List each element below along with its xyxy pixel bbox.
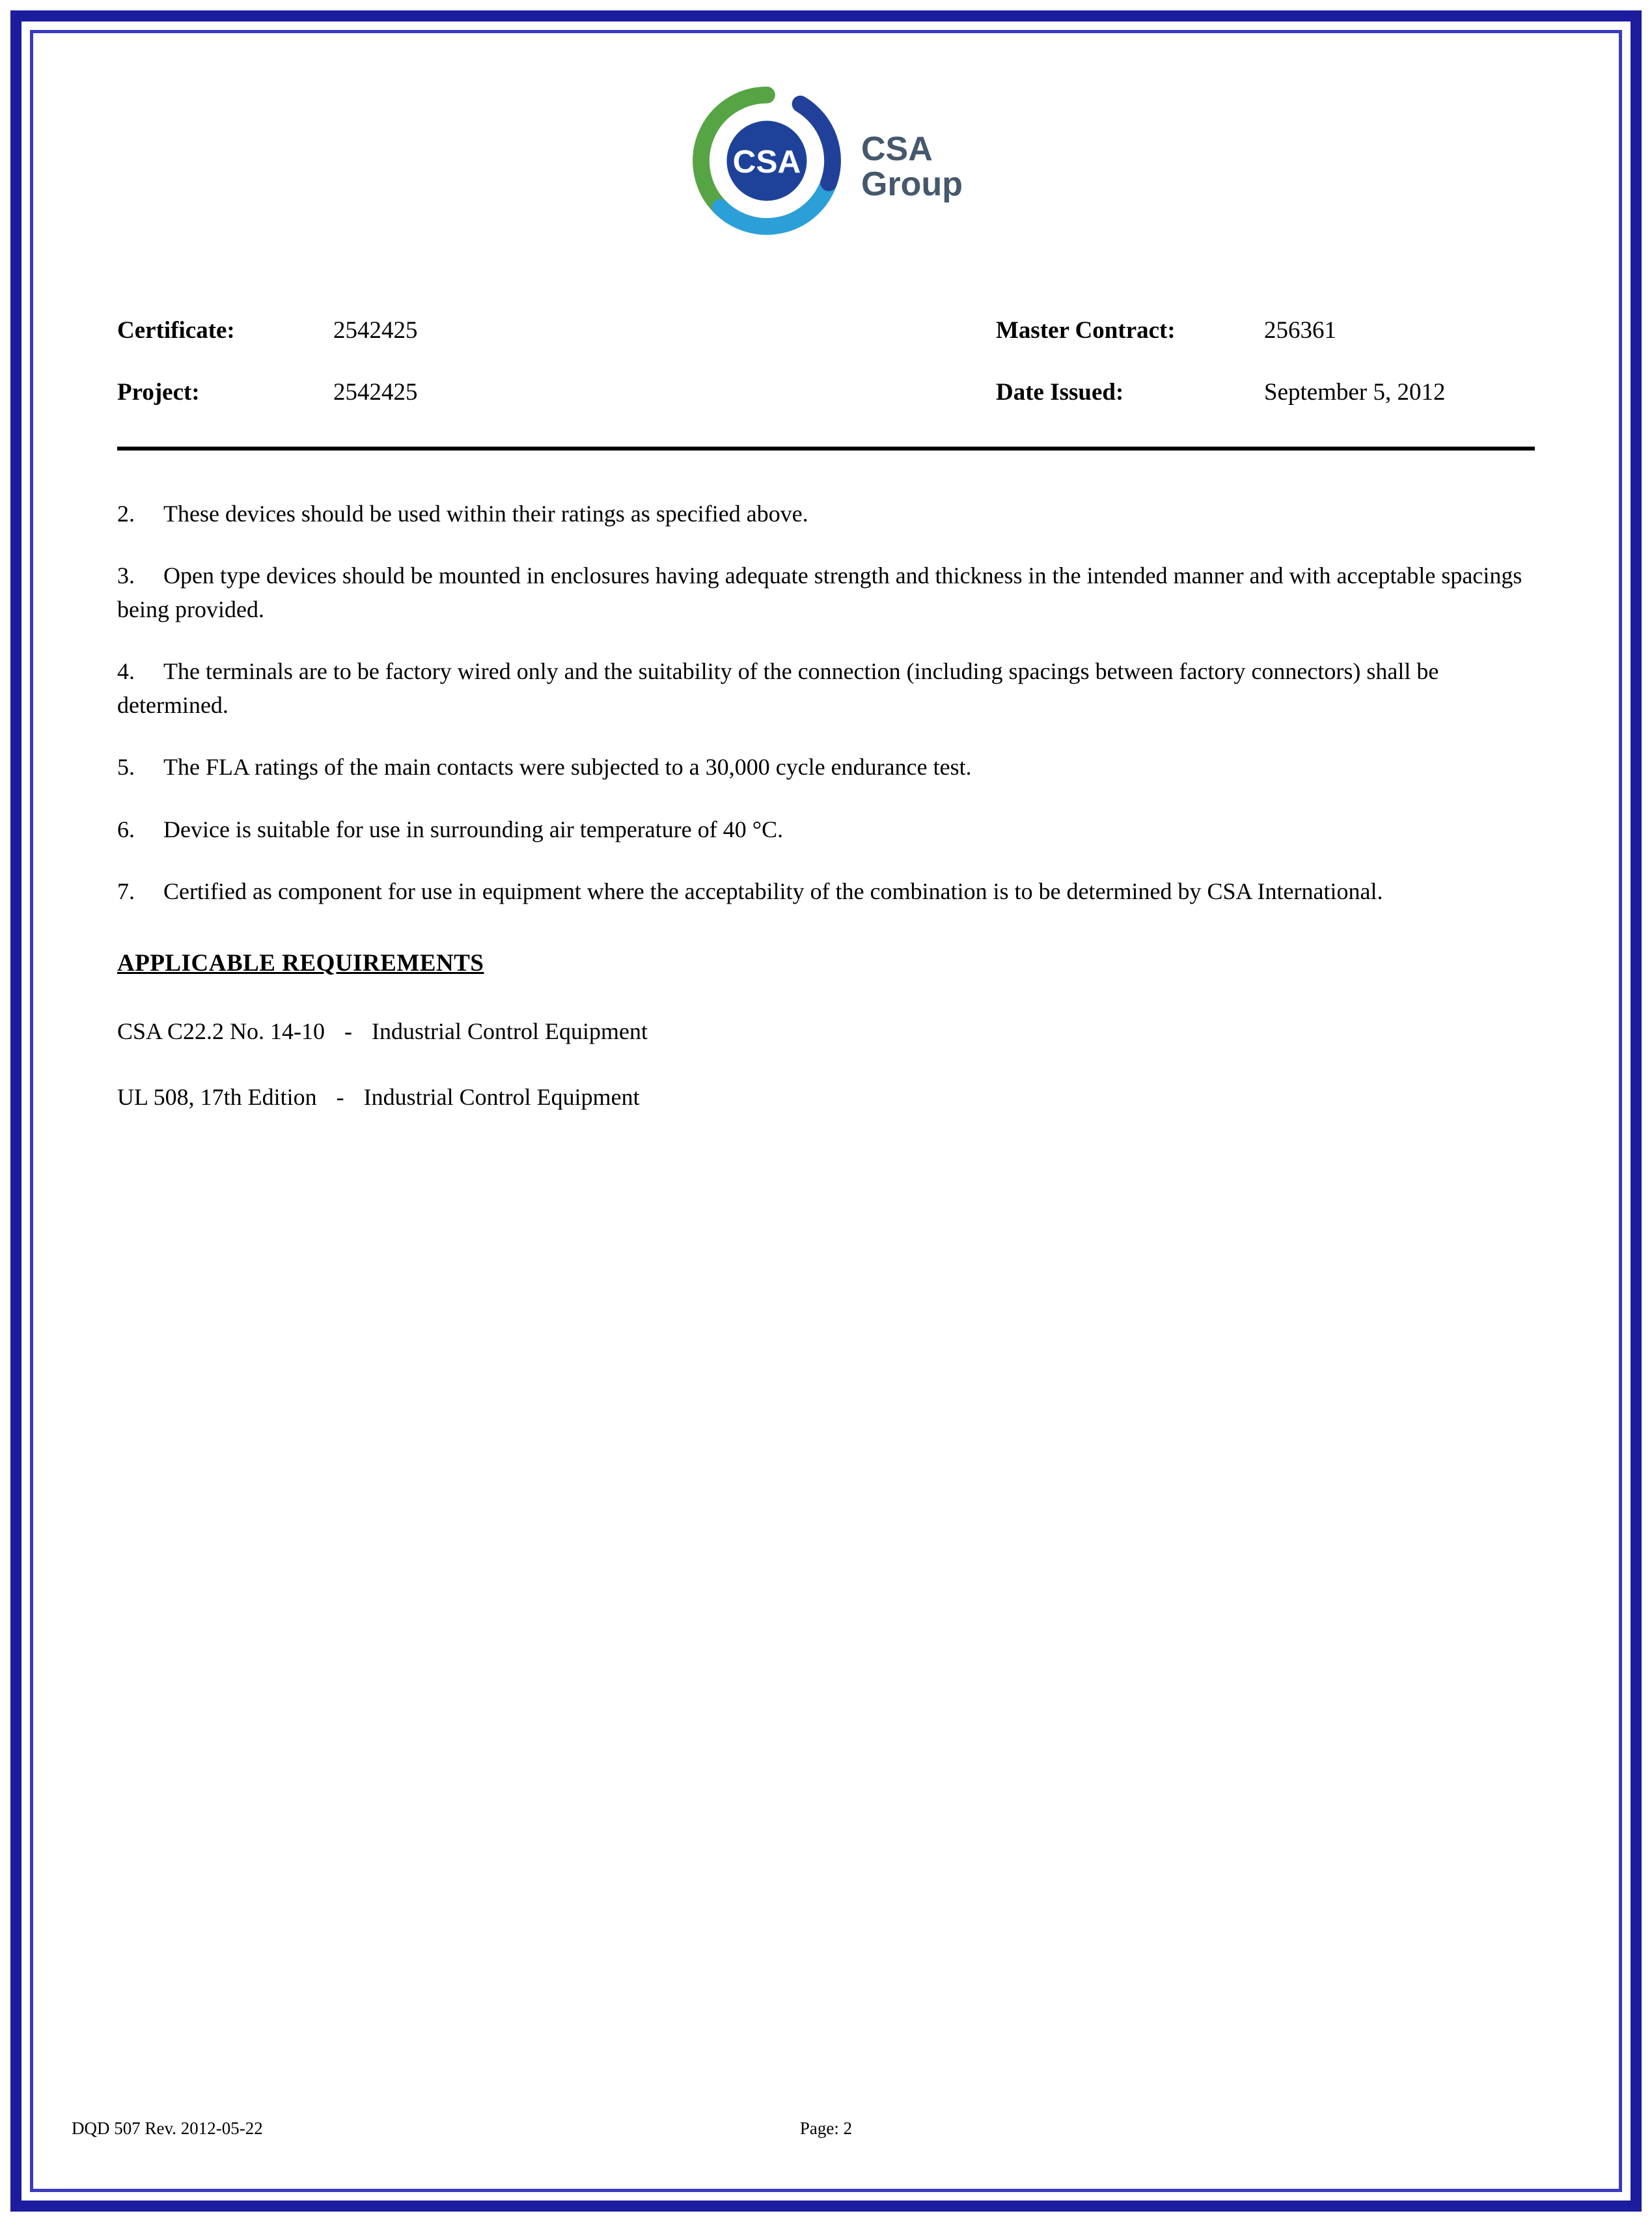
requirement-dash: -: [344, 1018, 353, 1044]
csa-logo-mark-icon: [689, 83, 844, 238]
list-item-number: 7.: [117, 878, 135, 905]
list-item-text: Device is suitable for use in surrounding air temperature of 40 °C.: [163, 816, 784, 842]
list-item-text: The FLA ratings of the main contacts were subjected to a 30,000 cycle endurance test.: [163, 754, 972, 781]
header-divider: [117, 447, 1535, 451]
list-item: [117, 751, 1535, 784]
project-label: Project:: [117, 379, 200, 406]
list-item-number: 4.: [117, 658, 135, 685]
master-contract-value: 256361: [1264, 317, 1336, 344]
list-item-text: These devices should be used within their ratings as specified above.: [163, 501, 808, 527]
list-item-number: 3.: [117, 562, 135, 589]
requirement-title: Industrial Control Equipment: [372, 1018, 648, 1044]
list-item: [117, 559, 1535, 626]
requirement-dash: -: [336, 1084, 344, 1111]
csa-logo-wordmark: [861, 120, 963, 202]
logo-line-group: Group: [861, 165, 963, 203]
requirement-standard: CSA C22.2 No. 14-10: [117, 1018, 325, 1044]
list-item: [117, 813, 1535, 846]
list-item-text: Open type devices should be mounted in enclosures having adequate strength and thickness in the intended manner and with acceptable spacings being provided.: [117, 562, 1522, 622]
page-content: [117, 0, 1535, 1147]
list-item-number: 2.: [117, 501, 135, 527]
logo-line-csa: CSA: [861, 130, 933, 168]
requirement-line: [117, 1015, 1535, 1048]
page-footer: [0, 2115, 1652, 2139]
certificate-label: Certificate:: [117, 317, 235, 344]
date-issued-label: Date Issued:: [996, 379, 1124, 406]
list-item-number: 6.: [117, 816, 135, 842]
project-value: 2542425: [333, 379, 418, 406]
requirement-standard: UL 508, 17th Edition: [117, 1084, 317, 1111]
applicable-requirements-heading: APPLICABLE REQUIREMENTS: [117, 949, 484, 977]
list-item: [117, 875, 1535, 908]
certificate-header: [117, 316, 1535, 406]
document-reference: DQD 507 Rev. 2012-05-22: [72, 2118, 263, 2138]
csa-group-logo: [117, 83, 1535, 238]
master-contract-label: Master Contract:: [996, 317, 1176, 344]
requirement-title: Industrial Control Equipment: [363, 1084, 640, 1111]
list-item: [117, 497, 1535, 531]
list-item-text: The terminals are to be factory wired only and the suitability of the connection (including spacings between factory connectors) shall be determined.: [117, 658, 1439, 718]
page-number: Page: 2: [799, 2118, 853, 2138]
list-item-text: Certified as component for use in equipment where the acceptability of the combination is to be determined by CSA International.: [163, 878, 1383, 905]
certificate-value: 2542425: [333, 317, 418, 344]
conditions-list: [117, 497, 1535, 1115]
list-item-number: 5.: [117, 754, 135, 781]
date-issued-value: September 5, 2012: [1264, 379, 1446, 406]
csa-monogram: CSA: [732, 143, 801, 180]
list-item: [117, 655, 1535, 722]
requirement-line: [117, 1081, 1535, 1114]
